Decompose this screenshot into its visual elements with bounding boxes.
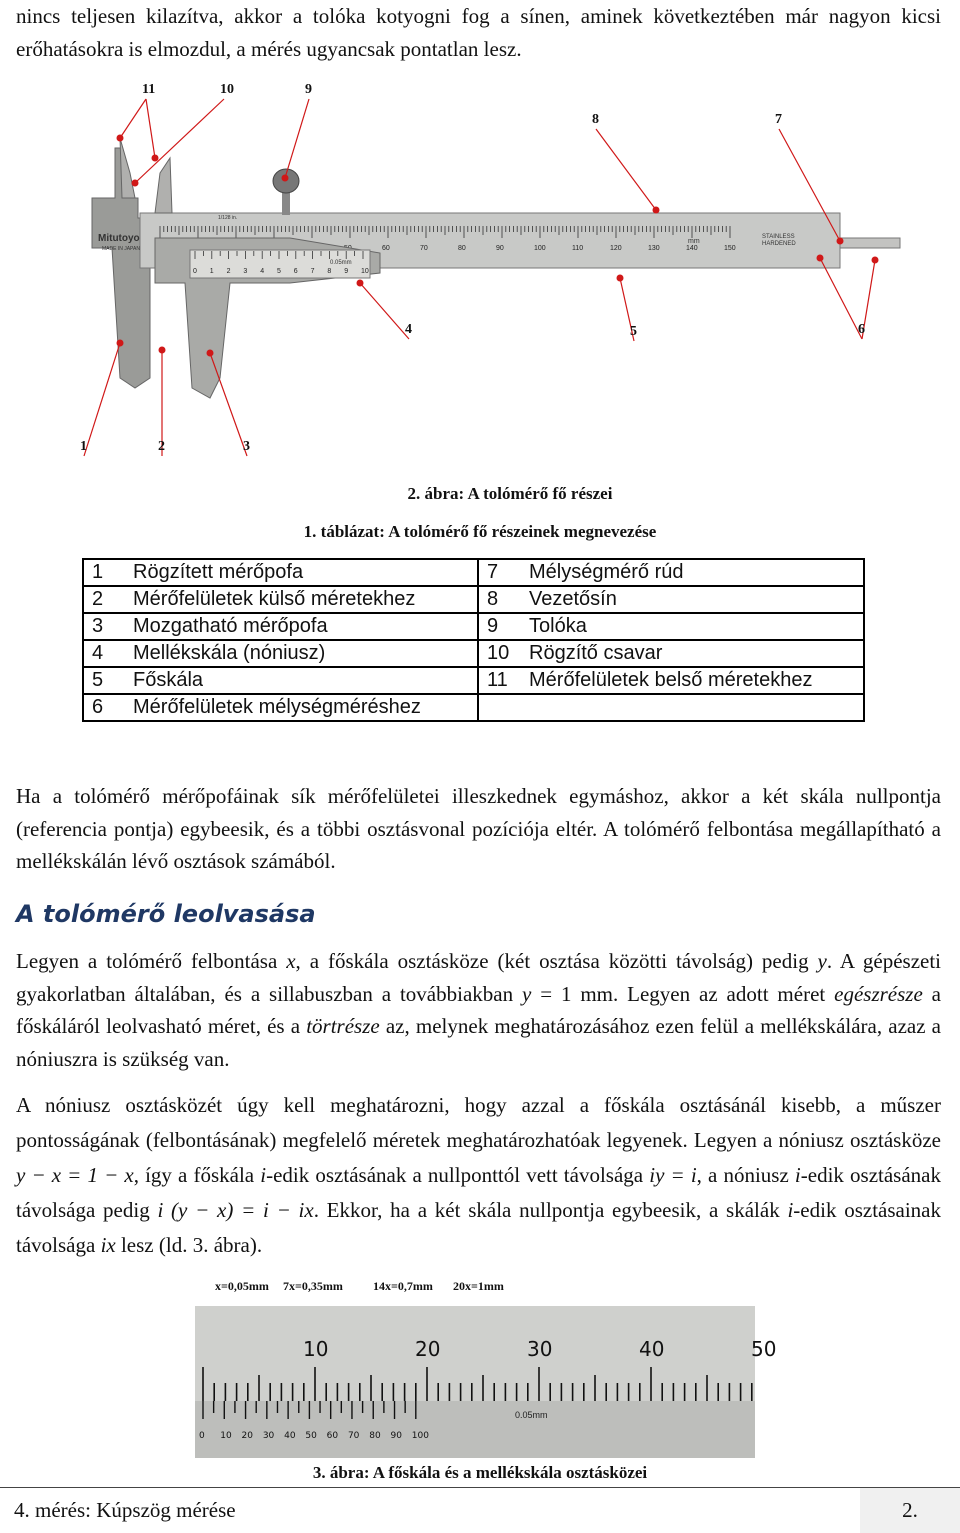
callout-label: 10 [220, 82, 234, 97]
interval-label: 14x=0,7mm [373, 1279, 433, 1293]
main-scale-label: 40 [639, 1337, 665, 1361]
table-cell-p1: Rögzített mérőpofa [133, 559, 478, 586]
callout-line [596, 129, 656, 210]
table-cell-n1: 5 [83, 667, 133, 694]
fixed-inner-jaw [120, 138, 135, 198]
vernier-tick-label: 2 [226, 268, 231, 275]
vernier-scale-label: 10 [220, 1431, 232, 1441]
callout-label: 1 [80, 439, 87, 454]
vernier-scale-label: 80 [369, 1431, 381, 1441]
table-row [83, 559, 864, 586]
vernier-scale-label: 30 [262, 1431, 275, 1441]
callout-dot [132, 180, 139, 187]
vernier-tick-label: 5 [277, 268, 281, 275]
vernier-tick-label: 8 [327, 268, 332, 275]
callout-dot [282, 175, 289, 182]
main-scale-label: 30 [527, 1337, 553, 1361]
callout-label: 8 [592, 112, 599, 127]
table-cell-n1: 3 [83, 613, 133, 640]
callout-line [285, 99, 309, 178]
vernier-scale-plate [195, 1401, 755, 1458]
table-cell-n2: 10 [478, 640, 529, 667]
callout-line [360, 283, 409, 339]
callout-dot [117, 135, 124, 142]
main-scale-plate [195, 1306, 755, 1401]
table-cell-n1: 4 [83, 640, 133, 667]
callout-dot [207, 350, 214, 357]
table-row [83, 667, 864, 694]
table-row [83, 694, 864, 721]
table-cell-p1: Mellékskála (nóniusz) [133, 640, 478, 667]
callout-dot [152, 155, 159, 162]
scale-figure [195, 1276, 777, 1458]
table-cell-p1: Mozgatható mérőpofa [133, 613, 478, 640]
parts-table [82, 558, 865, 722]
table-cell-p1: Mérőfelületek külső méretekhez [133, 586, 478, 613]
callout-dot [617, 275, 624, 282]
vernier-scale-label: 100 [411, 1431, 429, 1441]
unit-label: mm [688, 238, 700, 245]
callout-dot [872, 257, 879, 264]
resolution-label: 0.05mm [330, 260, 352, 266]
intro-paragraph: nincs teljesen kilazítva, akkor a tolóka kotyogni fog a sínen, aminek következtében már nagyon kicsi erőhatásokra is elmozdul, a mérés ugyancsak pontatlan lesz. [16, 4, 941, 61]
footer-title: 4. mérés: Kúpszög mérése [14, 1498, 236, 1522]
vernier-scale-label: 50 [305, 1431, 317, 1441]
table-cell-n1: 2 [83, 586, 133, 613]
figure3-caption: 3. ábra: A főskála és a mellékskála osztásközei [312, 1463, 648, 1482]
table-row [83, 586, 864, 613]
main-scale-label: 10 [303, 1337, 329, 1361]
origin-label: MADE IN JAPAN [102, 246, 140, 252]
main-tick-label: 90 [496, 245, 504, 252]
table-row [83, 640, 864, 667]
main-tick-label: 120 [610, 245, 622, 252]
callout-line [84, 343, 120, 456]
vernier-scale-label: 40 [284, 1431, 296, 1441]
table-cell-n1: 1 [83, 559, 133, 586]
callout-label: 11 [142, 82, 156, 97]
interval-label: 7x=0,35mm [283, 1279, 343, 1293]
main-tick-label: 80 [458, 245, 466, 252]
table-caption: 1. táblázat: A tolómérő fő részeinek megnevezése [303, 522, 657, 541]
callout-label: 5 [630, 324, 637, 339]
callout-line [120, 99, 146, 138]
vernier-scale-label: 20 [241, 1431, 254, 1441]
table-cell-n1: 6 [83, 694, 133, 721]
vernier-tick-label: 7 [310, 268, 315, 275]
callout-label: 4 [405, 322, 412, 337]
main-tick-label: 150 [724, 245, 736, 252]
main-tick-label: 110 [572, 245, 584, 252]
vernier-scale-label: 70 [347, 1431, 360, 1441]
main-tick-label: 70 [420, 245, 428, 252]
table-cell-p2: Mélységmérő rúd [529, 559, 864, 586]
table-cell-p2: Rögzítő csavar [529, 640, 864, 667]
brand-label: Mitutoyo [98, 233, 140, 244]
callout-line [210, 353, 247, 456]
callout-dot [653, 207, 660, 214]
table-row [83, 613, 864, 640]
table-cell-n2: 9 [478, 613, 529, 640]
callout-dot [817, 255, 824, 262]
page-number: 2. [860, 1488, 960, 1533]
main-tick-label: 140 [686, 245, 698, 252]
hardened-label: HARDENED [762, 241, 796, 247]
paragraph-1: Ha a tolómérő mérőpofáinak sík mérőfelületei illeszkednek egymáshoz, akkor a két skála nullpontja (referencia pontja) egybeesik, és a többi osztásvonal pozíciója eltér. A tolómérő felbontása megállapítható a mellékskálán lévő osztások számából. [16, 784, 941, 873]
slider-inner-jaw [155, 158, 172, 213]
table-cell-p2 [529, 694, 864, 721]
paragraph-3: A nóniusz osztásközét úgy kell meghatározni, hogy azzal a főskála osztásánál kisebb, a műszer pontosságának (felbontásának) megfelelő méretek meghatározhatóak legyenek. Legyen a nóniusz osztásköze y − x = 1 − x, így a főskála i-edik osztásának a nullponttól vett távolsága iy = i, a nóniusz i-edik osztásának távolsága pedig i (y − x) = i − ix. Ekkor, ha a két skála nullpontja egybeesik, a skálák i-edik osztásainak távolsága ix lesz (ld. 3. ábra). [16, 1093, 941, 1257]
callout-dot [159, 347, 166, 354]
stainless-label: STAINLESS [762, 234, 795, 240]
callout-dot [117, 340, 124, 347]
paragraph-2: Legyen a tolómérő felbontása x, a főskála osztásköze (két osztása közötti távolság) pedig y. A gépészeti gyakorlatban általában, és a sillabuszban a továbbiakban y = 1 mm. Legyen az adott méret egészrésze a főskáláról leolvasható méret, és a törtrésze az, melynek meghatározásához ezen felül a mellékskálára, azaz a nóniuszra is szükség van. [16, 949, 942, 1071]
callout-label: 2 [158, 439, 165, 454]
main-tick-label: 60 [382, 245, 390, 252]
depth-rod [840, 238, 900, 248]
vernier-tick-label: 10 [361, 268, 369, 275]
figure1-caption: 2. ábra: A tolómérő fő részei [407, 484, 613, 503]
table-cell-n2: 8 [478, 586, 529, 613]
table-cell-p2: Vezetősín [529, 586, 864, 613]
vernier-tick-label: 0 [193, 268, 197, 275]
vernier-tick-label: 6 [293, 268, 298, 275]
vernier-resolution: 0.05mm [515, 1410, 548, 1420]
vernier-scale-label: 90 [390, 1431, 402, 1441]
callout-line [820, 258, 862, 339]
vernier-tick-label: 4 [260, 268, 265, 275]
main-tick-label: 130 [648, 245, 660, 252]
table-cell-n2: 7 [478, 559, 529, 586]
table-cell-n2: 11 [478, 667, 529, 694]
main-scale-label: 20 [415, 1337, 441, 1361]
callout-dot [837, 238, 844, 245]
vernier-scale-label: 60 [326, 1431, 339, 1441]
table-cell-p1: Főskála [133, 667, 478, 694]
section-heading: A tolómérő leolvasása [16, 900, 316, 928]
table-cell-p2: Mérőfelületek belső méretekhez [529, 667, 864, 694]
table-cell-p1: Mérőfelületek mélységméréshez [133, 694, 478, 721]
interval-label: x=0,05mm [215, 1279, 269, 1293]
lock-screw-stem [282, 193, 290, 215]
callout-label: 6 [858, 322, 865, 337]
page-footer [0, 1487, 960, 1533]
callout-dot [357, 280, 364, 287]
vernier-tick-label: 1 [209, 268, 214, 275]
vernier-tick-label: 9 [344, 268, 349, 275]
interval-label: 20x=1mm [453, 1279, 504, 1293]
vernier-tick-label: 3 [243, 268, 248, 275]
callout-label: 9 [305, 82, 312, 97]
main-scale-label: 50 [751, 1337, 777, 1361]
caliper-figure [60, 78, 920, 463]
main-tick-label: 100 [534, 245, 546, 252]
vernier-scale-label: 0 [199, 1431, 205, 1441]
callout-line [146, 99, 155, 158]
callout-label: 3 [243, 439, 250, 454]
callout-label: 7 [775, 112, 782, 127]
inch-label: 1/128 in. [218, 215, 238, 221]
table-cell-p2: Tolóka [529, 613, 864, 640]
table-cell-n2 [478, 694, 529, 721]
